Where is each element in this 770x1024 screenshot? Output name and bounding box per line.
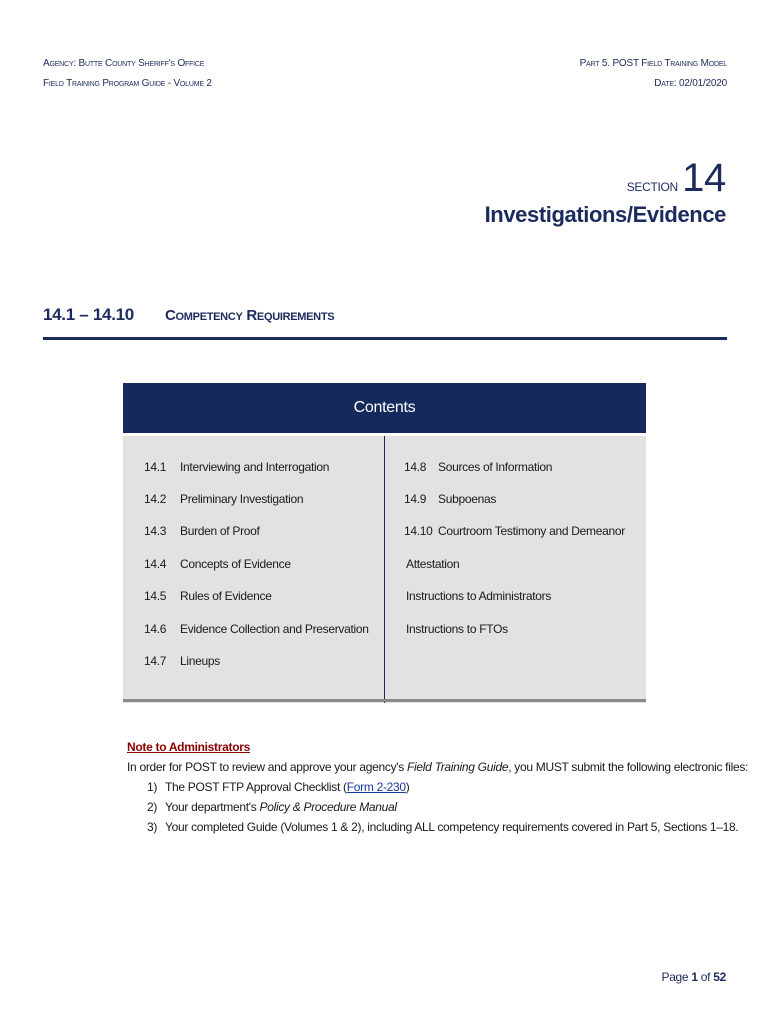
toc-item[interactable] xyxy=(144,557,291,571)
toc-label: Burden of Proof xyxy=(180,524,260,538)
toc-label: Instructions to FTOs xyxy=(406,622,508,636)
note-item-1 xyxy=(127,780,748,794)
note-item-3 xyxy=(127,820,748,834)
toc-number: 14.1 xyxy=(144,460,167,474)
note-intro-a: In order for POST to review and approve your agency's xyxy=(127,760,408,774)
toc-number: 14.2 xyxy=(144,492,167,506)
toc-label: Lineups xyxy=(180,654,220,668)
footer-page-total: 52 xyxy=(713,970,726,984)
toc-number: 14.6 xyxy=(144,622,167,636)
footer-page-word: Page xyxy=(661,970,689,984)
toc-number: 14.10 xyxy=(404,524,433,538)
toc-label: Subpoenas xyxy=(438,492,497,506)
note-item-2 xyxy=(127,800,748,814)
contents-column-divider xyxy=(384,436,385,703)
section-title: Investigations/Evidence xyxy=(484,202,726,227)
heading-rule xyxy=(43,337,727,340)
note-item-text-end: ) xyxy=(405,780,410,794)
form-2-230-link[interactable]: Form 2-230 xyxy=(346,780,406,794)
toc-number: 14.4 xyxy=(144,557,167,571)
toc-item[interactable] xyxy=(144,524,260,538)
page-footer xyxy=(661,970,726,984)
note-to-administrators xyxy=(127,740,748,834)
note-intro-italic: Field Training Guide xyxy=(407,760,509,774)
toc-label: Instructions to Administrators xyxy=(406,589,552,603)
toc-label: Rules of Evidence xyxy=(180,589,272,603)
note-intro xyxy=(127,760,748,774)
contents-heading: Contents xyxy=(123,383,646,433)
toc-label: Preliminary Investigation xyxy=(180,492,304,506)
toc-item[interactable] xyxy=(406,622,508,636)
toc-item[interactable] xyxy=(144,492,303,506)
note-item-text: Your completed Guide (Volumes 1 & 2), including ALL competency requirements covered in Part 5, Sections 1–18. xyxy=(165,820,739,834)
toc-item[interactable] xyxy=(144,654,220,668)
toc-label: Evidence Collection and Preservation xyxy=(180,622,369,636)
toc-number: 14.7 xyxy=(144,654,167,668)
toc-number: 14.5 xyxy=(144,589,167,603)
toc-item[interactable] xyxy=(144,622,369,636)
section-label xyxy=(627,158,726,198)
toc-label: Interviewing and Interrogation xyxy=(180,460,330,474)
note-item-number: 2) xyxy=(147,800,158,814)
section-number: 14 xyxy=(682,156,726,200)
toc-number: 14.3 xyxy=(144,524,167,538)
toc-item[interactable] xyxy=(144,589,272,603)
toc-item[interactable] xyxy=(404,460,552,474)
toc-label: Concepts of Evidence xyxy=(180,557,291,571)
note-item-text: Your department's xyxy=(165,800,260,814)
toc-item[interactable] xyxy=(144,460,329,474)
note-item-number: 3) xyxy=(147,820,158,834)
toc-label: Attestation xyxy=(406,557,460,571)
note-title: Note to Administrators xyxy=(127,740,250,754)
footer-of-word: of xyxy=(700,970,711,984)
toc-item[interactable] xyxy=(406,589,551,603)
contents-box xyxy=(123,383,646,703)
toc-label: Sources of Information xyxy=(438,460,553,474)
note-intro-b: , you MUST submit the following electronic files: xyxy=(508,760,749,774)
competency-heading xyxy=(43,305,727,335)
toc-number: 14.9 xyxy=(404,492,427,506)
header-agency: Agency: Butte County Sheriff's Office xyxy=(43,58,205,69)
toc-item[interactable] xyxy=(404,524,625,538)
header-date: Date: 02/01/2020 xyxy=(654,78,727,89)
toc-item[interactable] xyxy=(404,492,496,506)
footer-page-number: 1 xyxy=(691,970,698,984)
toc-number: 14.8 xyxy=(404,460,427,474)
section-word: SECTION xyxy=(626,180,678,194)
note-item-italic: Policy & Procedure Manual xyxy=(259,800,397,814)
toc-label: Courtroom Testimony and Demeanor xyxy=(438,524,625,538)
competency-title: Competency Requirements xyxy=(165,307,335,324)
header-part: Part 5. POST Field Training Model xyxy=(579,58,727,69)
note-item-text: The POST FTP Approval Checklist ( xyxy=(165,780,347,794)
competency-range: 14.1 – 14.10 xyxy=(43,305,134,324)
contents-bottom-border xyxy=(123,699,646,702)
toc-item[interactable] xyxy=(406,557,459,571)
note-item-number: 1) xyxy=(147,780,158,794)
header-guide: Field Training Program Guide - Volume 2 xyxy=(43,78,212,89)
